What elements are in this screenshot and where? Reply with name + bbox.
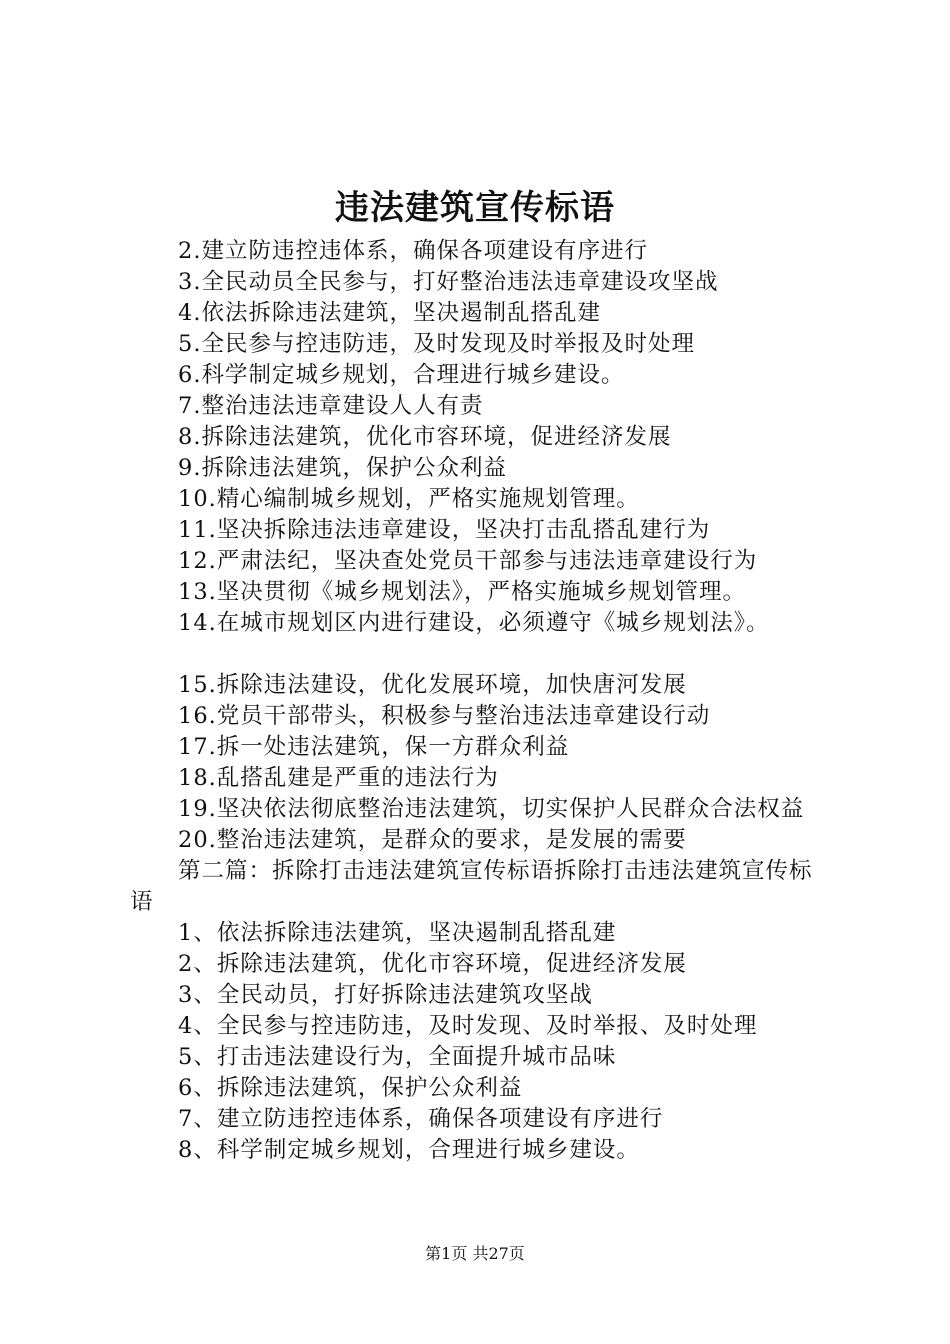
slogan-line: 19.坚决依法彻底整治违法建筑，切实保护人民群众合法权益 — [178, 796, 805, 822]
slogan-line: 14.在城市规划区内进行建设，必须遵守《城乡规划法》。 — [178, 610, 770, 636]
page-footer: 第1页 共27页 — [425, 1244, 525, 1263]
slogan-line: 16.党员干部带头，积极参与整治违法违章建设行动 — [178, 703, 711, 729]
slogan-line: 6.科学制定城乡规划，合理进行城乡建设。 — [178, 362, 625, 388]
slogan-line: 7.整治违法违章建设人人有责 — [178, 393, 484, 419]
slogan-line: 3、全民动员，打好拆除违法建筑攻坚战 — [178, 982, 593, 1008]
slogan-line: 5、打击违法建设行为，全面提升城市品味 — [178, 1044, 617, 1070]
slogan-line: 9.拆除违法建筑，保护公众利益 — [178, 455, 507, 481]
slogan-line: 18.乱搭乱建是严重的违法行为 — [178, 765, 499, 791]
slogan-line: 12.严肃法纪，坚决查处党员干部参与违法违章建设行为 — [178, 548, 758, 574]
blank-line — [130, 639, 835, 670]
slogan-line: 17.拆一处违法建筑，保一方群众利益 — [178, 734, 570, 760]
slogan-line: 11.坚决拆除违法违章建设，坚决打击乱搭乱建行为 — [178, 517, 711, 543]
slogan-line: 5.全民参与控违防违，及时发现及时举报及时处理 — [178, 331, 695, 357]
document-body — [130, 236, 835, 1166]
slogan-line: 4、全民参与控违防违，及时发现、及时举报、及时处理 — [178, 1013, 758, 1039]
slogan-line: 2.建立防违控违体系，确保各项建设有序进行 — [178, 238, 648, 264]
slogan-line: 8、科学制定城乡规划，合理进行城乡建设。 — [178, 1137, 640, 1163]
document-title: 违法建筑宣传标语 — [335, 188, 615, 228]
slogan-line: 15.拆除违法建设，优化发展环境，加快唐河发展 — [178, 672, 687, 698]
slogan-line: 1、依法拆除违法建筑，坚决遏制乱搭乱建 — [178, 920, 617, 946]
slogan-line: 6、拆除违法建筑，保护公众利益 — [178, 1075, 523, 1101]
slogan-line: 8.拆除违法建筑，优化市容环境，促进经济发展 — [178, 424, 672, 450]
slogan-line: 2、拆除违法建筑，优化市容环境，促进经济发展 — [178, 951, 687, 977]
slogan-line: 20.整治违法建筑，是群众的要求，是发展的需要 — [178, 827, 687, 853]
slogan-line: 10.精心编制城乡规划，严格实施规划管理。 — [178, 486, 640, 512]
slogan-line: 13.坚决贯彻《城乡规划法》，严格实施城乡规划管理。 — [178, 579, 747, 605]
section-heading: 第二篇：拆除打击违法建筑宣传标语拆除打击违法建筑宣传标语 — [130, 858, 813, 915]
slogan-line: 7、建立防违控违体系，确保各项建设有序进行 — [178, 1106, 664, 1132]
slogan-line: 4.依法拆除违法建筑，坚决遏制乱搭乱建 — [178, 300, 601, 326]
slogan-line: 3.全民动员全民参与，打好整治违法违章建设攻坚战 — [178, 269, 719, 295]
